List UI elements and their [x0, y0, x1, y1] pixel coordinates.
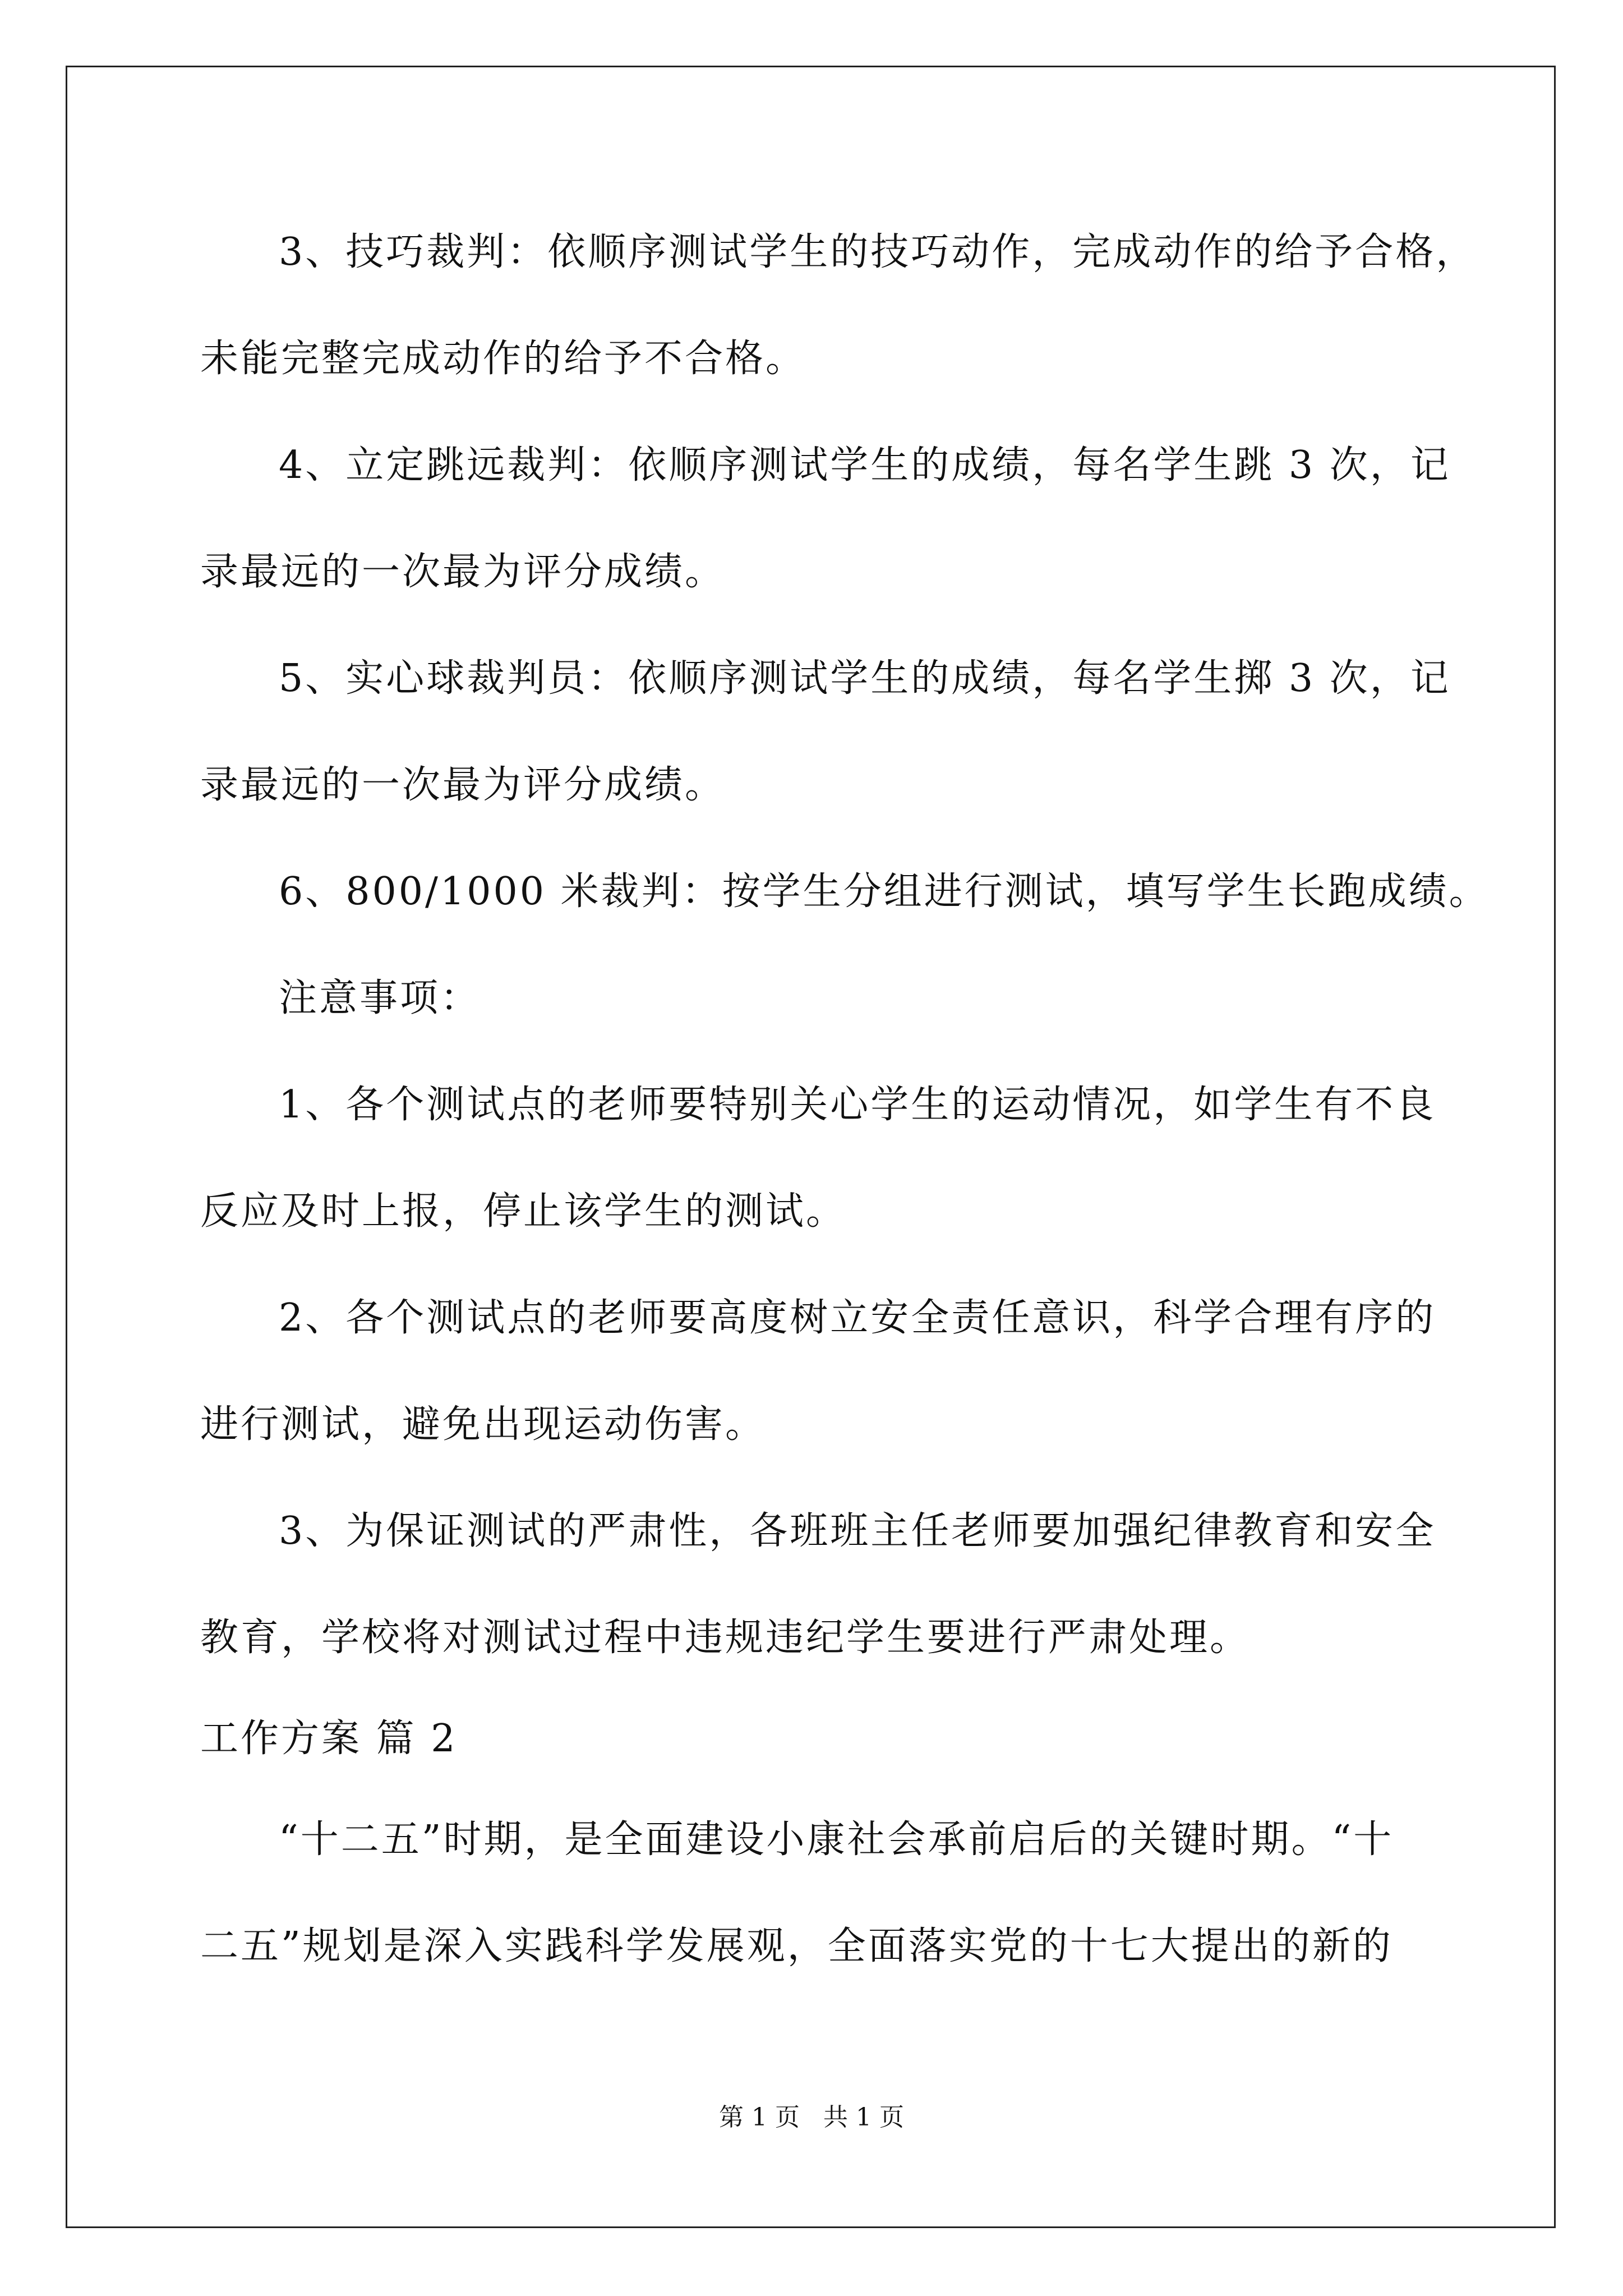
- page-border: [66, 66, 1556, 2228]
- page-number-footer: 第 1 页 共 1 页: [719, 2103, 904, 2132]
- text-line: 6、800/1000 米裁判：按学生分组进行测试，填写学生长跑成绩。: [279, 869, 1490, 914]
- text-line: 未能完整完成动作的给予不合格。: [200, 337, 806, 381]
- text-line: “十二五”时期，是全面建设小康社会承前启后的关键时期。“十: [279, 1818, 1394, 1862]
- text-line: 2、各个测试点的老师要高度树立安全责任意识，科学合理有序的: [279, 1296, 1436, 1340]
- section-heading: 工作方案 篇 2: [200, 1717, 458, 1761]
- text-line: 4、立定跳远裁判：依顺序测试学生的成绩，每名学生跳 3 次，记: [279, 443, 1451, 487]
- text-line: 反应及时上报，停止该学生的测试。: [200, 1189, 847, 1234]
- text-line: 1、各个测试点的老师要特别关心学生的运动情况，如学生有不良: [279, 1083, 1436, 1127]
- text-line: 进行测试，避免出现运动伤害。: [200, 1402, 766, 1447]
- text-line: 3、为保证测试的严肃性，各班班主任老师要加强纪律教育和安全: [279, 1509, 1436, 1553]
- text-line: 二五”规划是深入实践科学发展观，全面落实党的十七大提出的新的: [200, 1924, 1393, 1968]
- text-line: 教育，学校将对测试过程中违规违纪学生要进行严肃处理。: [200, 1616, 1251, 1660]
- text-line: 5、实心球裁判员：依顺序测试学生的成绩，每名学生掷 3 次，记: [279, 656, 1451, 701]
- text-line: 录最远的一次最为评分成绩。: [200, 763, 726, 807]
- section-label: 注意事项：: [279, 976, 481, 1020]
- text-line: 录最远的一次最为评分成绩。: [200, 550, 726, 594]
- text-line: 3、技巧裁判：依顺序测试学生的技巧动作，完成动作的给予合格，: [279, 230, 1477, 274]
